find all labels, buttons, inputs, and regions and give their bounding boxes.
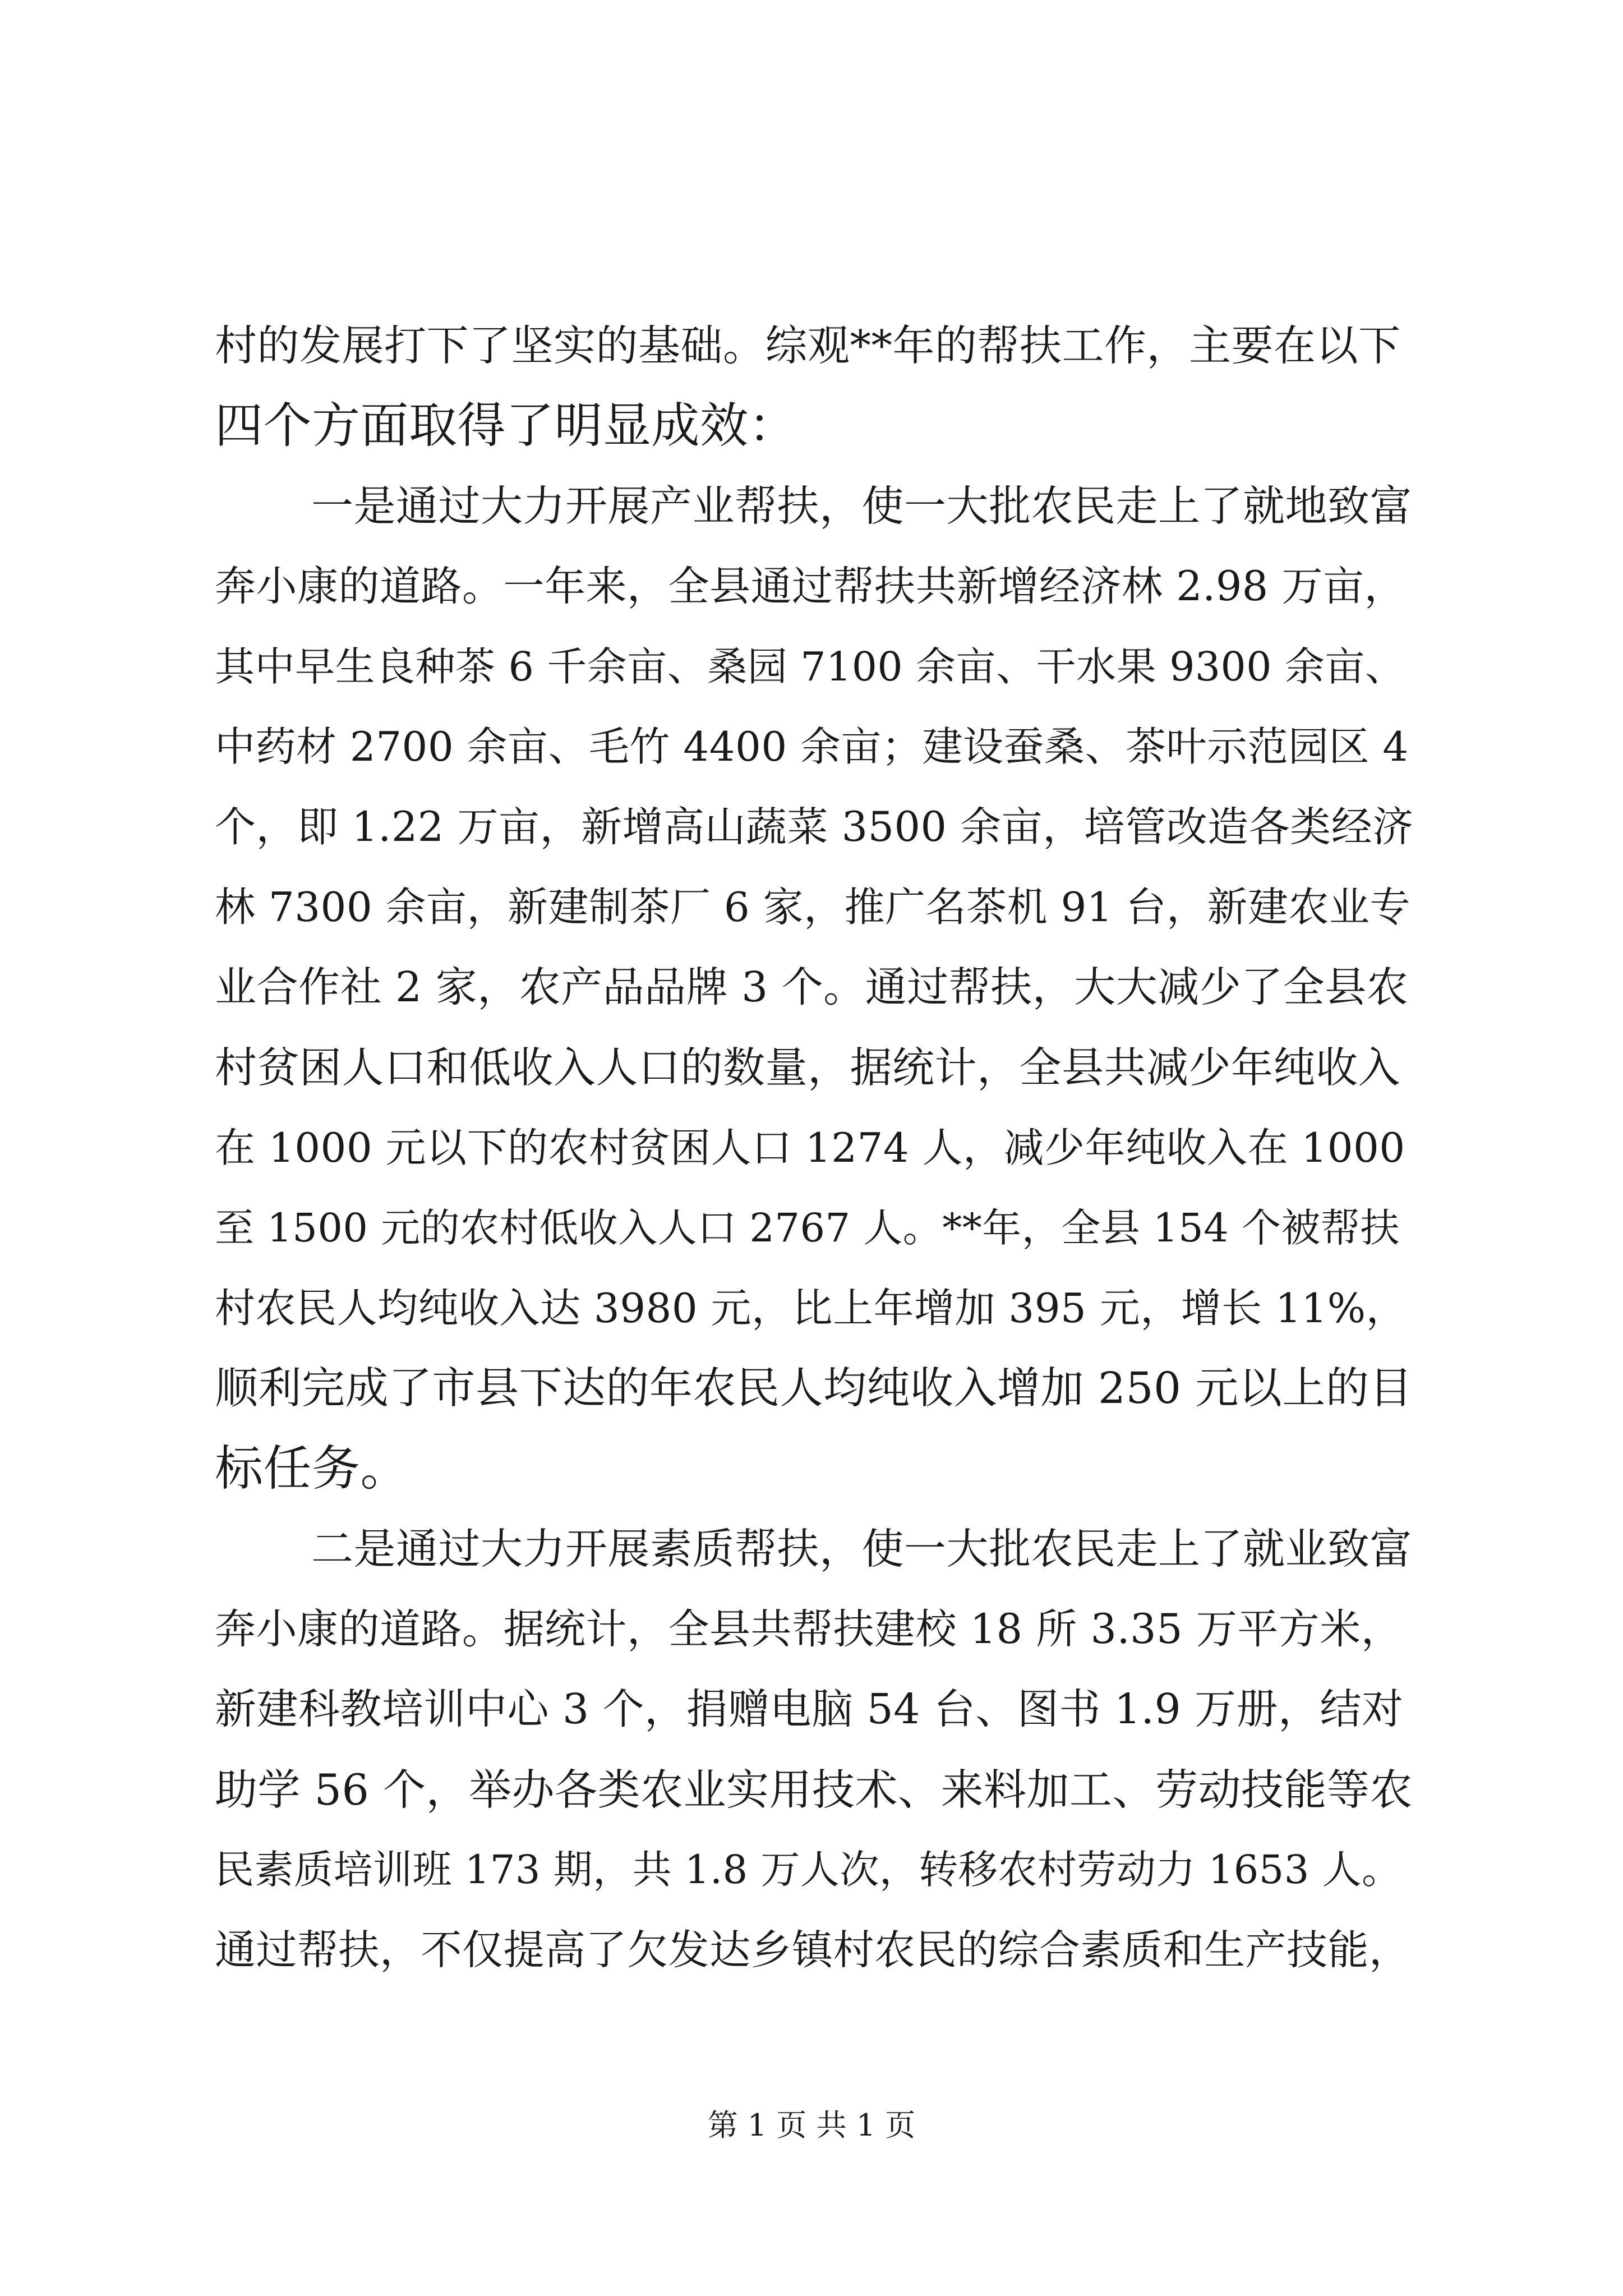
text-line: 通过帮扶，不仅提高了欠发达乡镇村农民的综合素质和生产技能， (215, 1926, 1410, 1974)
text-line: 其中早生良种茶 6 千余亩、桑园 7100 余亩、干水果 9300 余亩、 (215, 643, 1405, 690)
text-line: 个，即 1.22 万亩，新增高山蔬菜 3500 余亩，培管改造各类经济 (215, 803, 1414, 851)
paragraph-first-line: 一是通过大力开展产业帮扶，使一大批农民走上了就地致富 (311, 481, 1413, 531)
text-line: 村的发展打下了坚实的基础。综观**年的帮扶工作，主要在以下 (215, 321, 1401, 370)
text-line: 林 7300 余亩，新建制茶厂 6 家，推广名茶机 91 台，新建农业专 (215, 884, 1410, 931)
text-line: 奔小康的道路。一年来，全县通过帮扶共新增经济林 2.98 万亩， (215, 563, 1405, 610)
page-footer: 第 1 页 共 1 页 (707, 2108, 916, 2143)
text-line: 新建科教培训中心 3 个，捐赠电脑 54 台、图书 1.9 万册，结对 (215, 1685, 1404, 1733)
text-line: 至 1500 元的农村低收入人口 2767 人。**年，全县 154 个被帮扶 (215, 1205, 1400, 1251)
text-line: 顺利完成了市县下达的年农民人均纯收入增加 250 元以上的目 (215, 1364, 1413, 1414)
text-line: 村农民人均纯收入达 3980 元，比上年增加 395 元，增长 11%， (215, 1285, 1407, 1332)
text-line: 标任务。 (215, 1441, 409, 1497)
text-line: 民素质培训班 173 期，共 1.8 万人次，转移农村劳动力 1653 人。 (215, 1847, 1401, 1893)
text-line: 在 1000 元以下的农村贫困人口 1274 人，减少年纯收入在 1000 (215, 1124, 1405, 1171)
text-line: 四个方面取得了明显成效： (215, 398, 797, 454)
document-body (215, 306, 1415, 1990)
text-line: 助学 56 个，举办各类农业实用技术、来料加工、劳动技能等农 (215, 1765, 1413, 1815)
text-line: 业合作社 2 家，农产品品牌 3 个。通过帮扶，大大减少了全县农 (215, 963, 1409, 1011)
paragraph-first-line: 二是通过大力开展素质帮扶，使一大批农民走上了就业致富 (311, 1524, 1413, 1573)
text-line: 奔小康的道路。据统计，全县共帮扶建校 18 所 3.35 万平方米， (215, 1605, 1403, 1653)
text-line: 村贫困人口和低收入人口的数量，据统计，全县共减少年纯收入 (215, 1043, 1401, 1092)
text-line: 中药材 2700 余亩、毛竹 4400 余亩；建设蚕桑、茶叶示范园区 4 (215, 723, 1409, 770)
